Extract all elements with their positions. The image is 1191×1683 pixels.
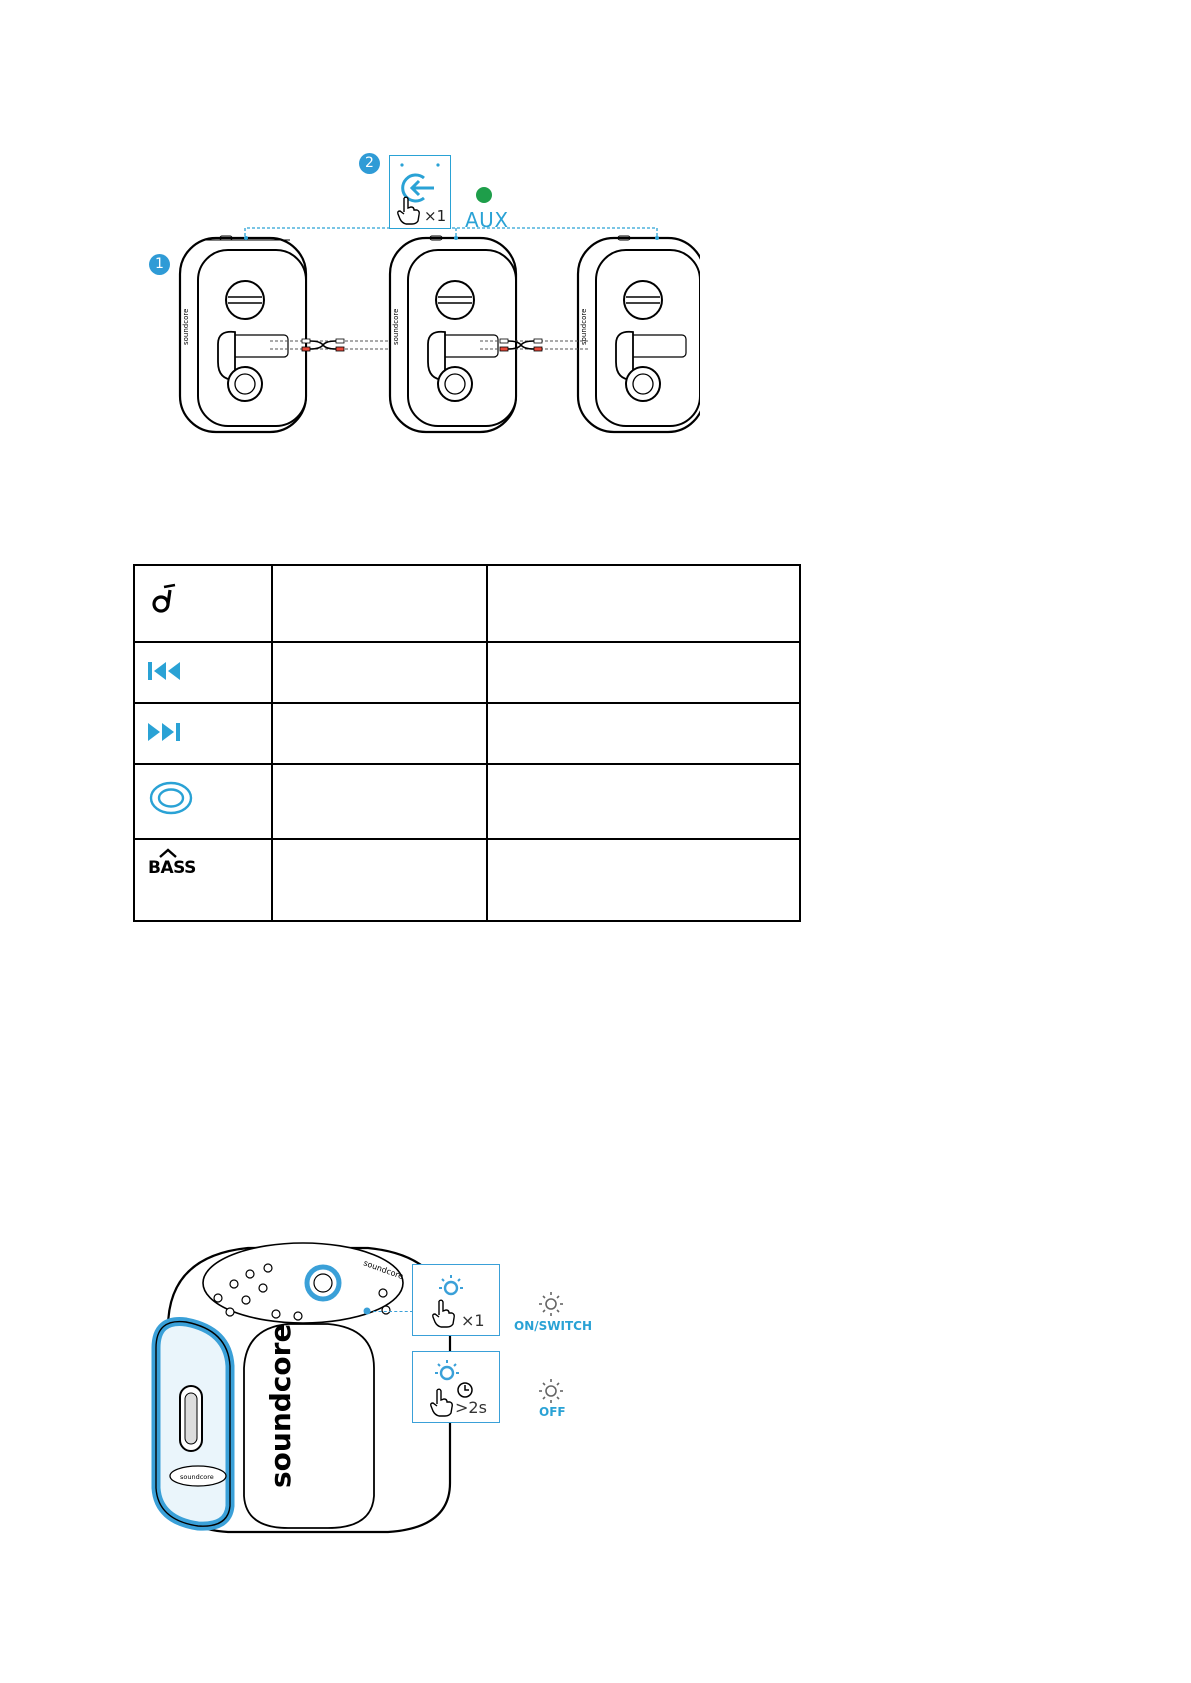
caret-up-icon xyxy=(158,848,178,858)
light-off-icon xyxy=(538,1378,564,1404)
light-press-box xyxy=(412,1264,500,1336)
tap-hand-icon xyxy=(427,1386,457,1418)
table-row xyxy=(134,839,800,921)
step-badge-1: 1 xyxy=(149,254,170,275)
press-count: ×1 xyxy=(461,1311,485,1330)
svg-text:soundcore: soundcore xyxy=(264,1323,297,1488)
speaker-icon xyxy=(390,236,516,432)
svg-text:soundcore: soundcore xyxy=(392,308,400,345)
svg-text:soundcore: soundcore xyxy=(580,308,588,345)
aux-mode-label: AUX xyxy=(465,208,509,232)
svg-text:soundcore: soundcore xyxy=(180,1473,214,1481)
aux-indicator-light xyxy=(476,187,492,203)
soundcore-logo-icon xyxy=(147,580,187,620)
speaker-icon xyxy=(578,236,700,432)
tap-hand-icon xyxy=(394,194,424,226)
previous-track-icon xyxy=(146,659,186,683)
on-switch-label: ON/SWITCH xyxy=(514,1319,593,1333)
step-badge-2: 2 xyxy=(359,153,380,174)
light-on-icon xyxy=(538,1291,564,1317)
svg-text:soundcore: soundcore xyxy=(362,1258,405,1282)
tap-hand-icon xyxy=(429,1297,459,1329)
table-row xyxy=(134,565,800,642)
press-count: ×1 xyxy=(424,207,447,225)
off-label: OFF xyxy=(539,1405,566,1419)
next-track-icon xyxy=(146,720,186,744)
bass-up-icon xyxy=(148,846,208,886)
controls-table xyxy=(133,564,801,922)
light-hold-box xyxy=(412,1351,500,1423)
clock-icon xyxy=(455,1380,475,1400)
connector-line xyxy=(368,1311,413,1312)
table-row xyxy=(134,703,800,764)
input-button-box xyxy=(389,155,451,229)
svg-text:soundcore: soundcore xyxy=(182,308,190,345)
speaker-icon xyxy=(180,236,306,432)
power-ring-icon xyxy=(148,781,194,817)
table-row xyxy=(134,642,800,703)
bass-icon-text: BASS xyxy=(148,858,196,878)
table-row xyxy=(134,764,800,839)
press-duration: >2s xyxy=(455,1398,487,1417)
